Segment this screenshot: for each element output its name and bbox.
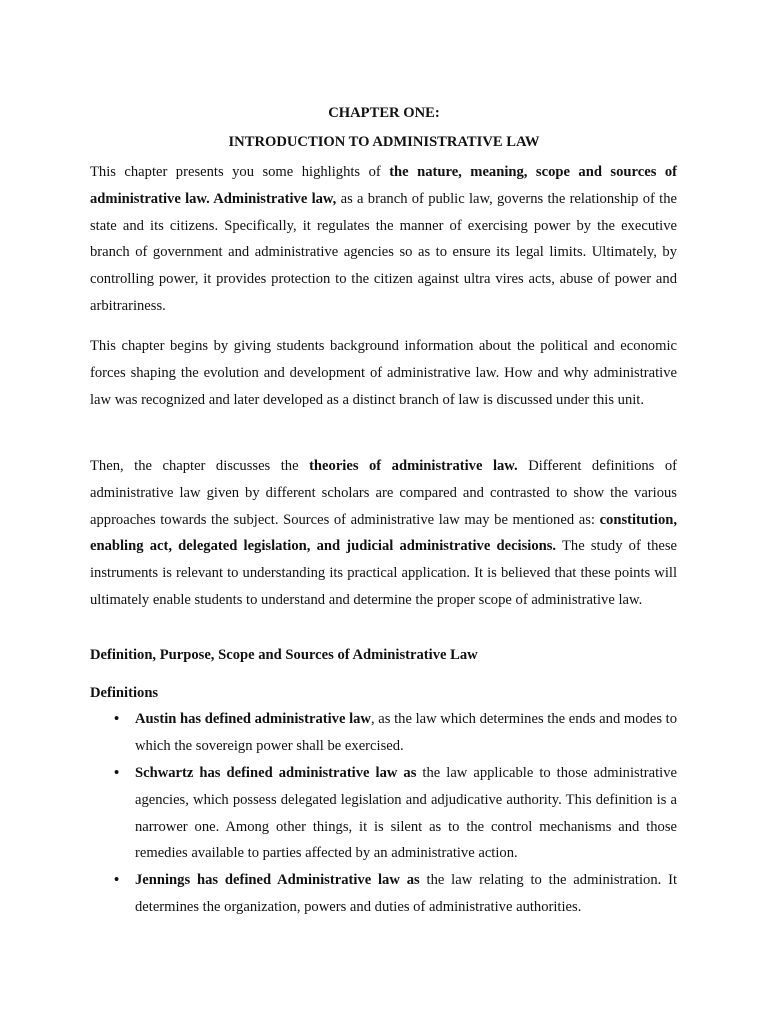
chapter-number: CHAPTER ONE: <box>328 105 440 121</box>
definition-text <box>135 867 677 921</box>
theories-bold-2: constitution, enabling act, delegated legislation, and judicial administrative decisions. <box>90 511 677 555</box>
definition-item-schwartz <box>90 760 677 867</box>
definitions-title: Definitions <box>90 685 159 701</box>
theories-text-1: Then, the chapter discusses the <box>90 458 310 474</box>
definition-item-austin <box>90 706 677 760</box>
definition-item-jennings <box>90 867 677 921</box>
background-text: This chapter begins by giving students background information about the political and economic forces shaping the evolution and development of administrative law. How and why administrative law was recognized and later developed as a distinct branch of law is discussed under this unit. <box>90 338 677 408</box>
background-paragraph <box>90 333 677 413</box>
intro-text-2: as a branch of public law, governs the relationship of the state and its citizens. Specifically, it regulates the manner of exercising power by the executive branch of government and administrative agencies so as to ensure its legal limits. Ultimately, by controlling power, it provides protection to the citizen against ultra vires acts, abuse of power and arbitrariness. <box>90 190 677 314</box>
theories-text-2: Different definitions of administrative law given by different scholars are compared and contrasted to show the various approaches towards the subject. Sources of administrative law may be mentioned as: <box>90 458 678 528</box>
theories-bold-1: theories of administrative law. <box>309 458 518 474</box>
intro-bold-1: the nature, meaning, scope and sources of administrative law. Administrative law, <box>90 164 677 207</box>
definition-author: Jennings has defined Administrative law as <box>135 872 420 888</box>
chapter-title: INTRODUCTION TO ADMINISTRATIVE LAW <box>228 134 540 150</box>
theories-paragraph <box>90 453 677 614</box>
intro-text-1: This chapter presents you some highlights of <box>90 164 390 180</box>
definition-author: Austin has defined administrative law <box>135 711 371 727</box>
definition-author: Schwartz has defined administrative law as <box>135 765 417 781</box>
definition-body: , as the law which determines the ends and modes to which the sovereign power shall be exercised. <box>135 711 678 754</box>
bullet-marker: • <box>114 711 120 727</box>
section-title: Definition, Purpose, Scope and Sources of Administrative Law <box>90 647 478 663</box>
bullet-marker: • <box>114 872 120 888</box>
definition-text <box>135 760 677 867</box>
definition-body: the law applicable to those administrative agencies, which possess delegated legislation and adjudicative authority. This definition is a narrower one. Among other things, it is silent as to the control mechanisms and those remedies available to parties affected by an administrative action. <box>135 765 677 862</box>
definition-body: the law relating to the administration. It determines the organization, powers and duties of administrative authorities. <box>135 872 678 915</box>
intro-paragraph <box>90 159 677 320</box>
bullet-marker: • <box>114 765 120 781</box>
theories-text-3: The study of these instruments is relevant to understanding its practical application. It is believed that these points will ultimately enable students to understand and determine the proper scope of administrative law. <box>90 538 677 608</box>
definition-text <box>135 706 677 760</box>
